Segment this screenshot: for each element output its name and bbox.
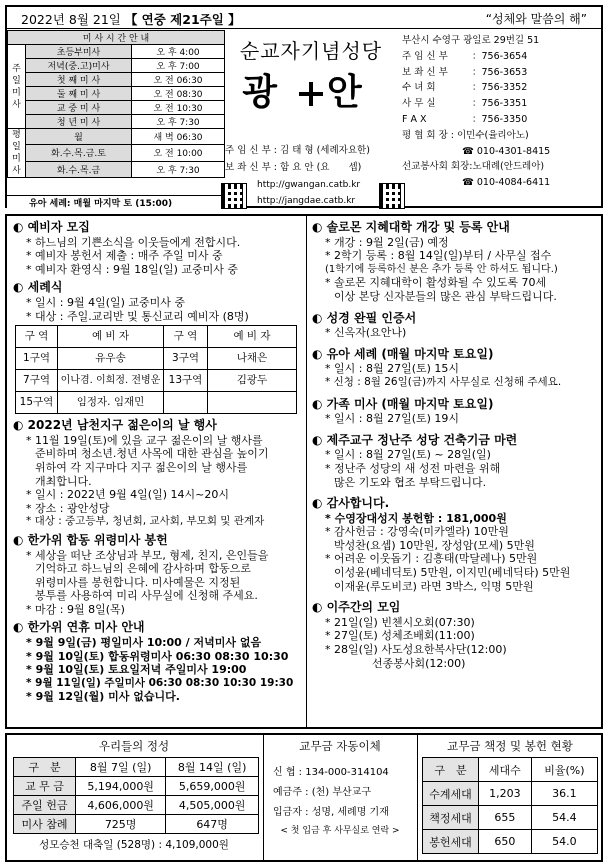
section-line: (1학기에 등록하신 분은 추가 등록 안 하셔도 됩니다.) (325, 263, 558, 275)
offering-table (13, 757, 259, 834)
bulletin-body (5, 214, 603, 729)
footer-divider (417, 735, 418, 860)
section-line: 많은 기도와 협조 부탁드립니다. (334, 475, 487, 489)
section-line: * 하느님의 기쁜소식을 이웃들에게 전합시다. (26, 235, 241, 249)
schedule-time: 새 벽 06:30 (132, 129, 225, 145)
section-line: 봉투를 사용하여 미리 사무실에 신청해 주세요. (35, 589, 258, 603)
website-link-gwangan[interactable]: http://gwangan.catb.kr (257, 180, 361, 190)
schedule-time: 오 후 7:30 (132, 161, 225, 177)
section-line: * 대상 : 주일.교리반 및 통신교리 예비자 (8명) (26, 309, 249, 323)
section-line: * 어려운 이웃돕기 : 김흥태(막달레나) 5만원 (325, 552, 538, 566)
section-line: * 27일(토) 성체조배회(11:00) (325, 629, 475, 643)
clergy-list (225, 142, 370, 176)
section-line: * 신옥자(요안나) (325, 326, 407, 340)
section-line: 위령미사를 봉헌합니다. 미사예물은 지정된 (35, 575, 241, 589)
baptism-table (15, 325, 297, 414)
column-divider (306, 216, 307, 727)
section-line: 이재윤(루도비코) 라면 3박스, 익명 5만원 (334, 579, 534, 593)
schedule-title: 미 사 시 간 안 내 (8, 31, 225, 45)
table-row: 책정세대 655 54.4 (423, 806, 598, 830)
schedule-name: 청 년 미 사 (26, 115, 132, 129)
section-line: * 예비자 환영식 : 9월 18일(일) 교중미사 중 (26, 262, 239, 276)
schedule-name: 교 중 미 사 (26, 101, 132, 115)
section-line: 이상 본당 신자분들의 많은 관심 부탁드립니다. (334, 289, 557, 303)
section-line: 이성윤(베네딕토) 5만원, 이지민(베네딕타) 5만원 (334, 566, 571, 580)
section-line: * 9월 10일(토) 합동위령미사 06:30 08:30 10:30 (26, 649, 289, 663)
pledge-stats-table (422, 757, 598, 854)
mass-schedule-table (7, 30, 225, 178)
section-title: ◐ 한가위 합동 위령미사 봉헌 (13, 534, 303, 548)
table-row: 수계세대 1,203 36.1 (423, 782, 598, 806)
council-phone: ☎ 010-4301-8415 (462, 145, 551, 157)
section-line: * 대상 : 중고등부, 청년회, 교사회, 부모회 및 관계자 (26, 515, 265, 528)
section-line: 위하여 각 지구마다 지구 젊은이의 날 행사를 (35, 460, 248, 474)
schedule-name: 월 (26, 129, 132, 145)
social-president: 선교봉사회 회장:노대례(안드레아) (402, 161, 545, 173)
section-line: * 세상을 떠난 조상님과 부모, 형제, 친지, 은인들을 (26, 548, 269, 562)
schedule-name: 둘 째 미 사 (26, 87, 132, 101)
section-line: * 정난주 성당의 새 성전 마련을 위해 (325, 461, 501, 475)
section-line: * 감사헌금 : 강영숙(미카엘라) 10만원 (325, 525, 509, 539)
section-title: ◐ 성경 완필 인증서 (312, 312, 600, 326)
schedule-time: 오 전 08:30 (132, 87, 225, 101)
infant-baptism-note: 유아 세례: 매월 마지막 토 (15:00) (7, 195, 225, 208)
auto-transfer-details (265, 763, 415, 823)
website-link-jangdae[interactable]: http://jangdae.catb.kr (257, 196, 356, 206)
social-phone: ☎ 010-4084-6411 (462, 177, 551, 189)
contact-row: 주 임 신 부 ：756-3654 (402, 50, 528, 62)
section-line: * 수영장대성지 봉헌함 : 181,000원 (325, 511, 507, 525)
table-row: 교 무 금 5,194,000원 5,659,000원 (14, 777, 259, 796)
bank-account: 신 협 : 134-000-314104 (273, 767, 389, 778)
pledge-stats-panel (419, 735, 601, 854)
section-line: * 21일(일) 빈첸시오회(07:30) (325, 615, 475, 629)
section-line: * 마감 : 9월 8일(목) (26, 602, 125, 616)
table-row: 1구역 유우송 3구역 나채은 (16, 348, 297, 370)
contact-row: 사 무 실 ：756-3351 (402, 98, 528, 110)
schedule-name: 저녁(중.고)미사 (26, 59, 132, 73)
section-line: * 9월 9일(금) 평일미사 10:00 / 저녁미사 없음 (26, 636, 262, 650)
contact-row: F A X ：756-3350 (402, 113, 528, 125)
table-header-row: 구 역 예 비 자 구 역 예 비 자 (16, 326, 297, 348)
section-title: ◐ 한가위 연휴 미사 안내 (13, 621, 303, 635)
section-line: 개최합니다. (35, 474, 92, 488)
section-line: * 2학기 등록 : 8월 14일(일)부터 / 사무실 접수 (325, 249, 552, 263)
table-header-row: 구 분 8월 7일 (일) 8월 14일 (일) (14, 758, 259, 777)
section-title: ◐ 2022년 남천지구 젊은이의 날 행사 (13, 419, 303, 433)
section-title: ◐ 예비자 모집 (13, 221, 303, 235)
table-row: 15구역 임정자. 임재민 (16, 392, 297, 414)
schedule-time: 오 전 10:00 (132, 145, 225, 161)
right-column (312, 216, 600, 670)
section-line: * 28일(일) 사도성요한복사단(12:00) (325, 643, 507, 657)
section-title: ◐ 세례식 (13, 281, 303, 295)
section-line: 준비하며 청소년.청년 사목에 대한 관심을 높이기 (35, 447, 269, 461)
section-line: * 개강 : 9월 2일(금) 예정 (325, 235, 449, 249)
footer-divider (263, 735, 264, 860)
offering-panel (7, 735, 261, 852)
council-president: 평 협 회 장 : 이민수(율리아노) (402, 129, 529, 141)
weekday-label: 평일미사 (8, 129, 26, 178)
schedule-name: 첫 째 미 사 (26, 73, 132, 87)
depositor-note: 입금자 : 성명, 세례명 기재 (273, 807, 389, 818)
table-row: 주일 헌금 4,606,000원 4,505,000원 (14, 796, 259, 815)
schedule-name: 초등부미사 (26, 45, 132, 59)
section-title: ◐ 제주교구 정난주 성당 건축기금 마련 (312, 434, 600, 448)
section-line: * 장소 : 광안성당 (26, 501, 110, 515)
website-links (257, 177, 360, 209)
section-title: ◐ 감사합니다. (312, 497, 600, 511)
schedule-time: 오 전 10:30 (132, 101, 225, 115)
section-line: 기억하고 하느님의 은혜에 감사하며 합동으로 (35, 562, 251, 576)
bulletin-motto: “성체와 말씀의 해” (485, 12, 587, 26)
contact-note: < 첫 입금 후 사무실로 연락 > (280, 826, 400, 836)
schedule-time: 오 후 7:00 (132, 59, 225, 73)
section-line: * 예비자 봉헌서 제출 : 매주 주일 미사 중 (26, 249, 223, 263)
table-row: 미사 참례 725명 647명 (14, 815, 259, 834)
assumption-offering-note: 성모승천 대축일 (528명) : 4,109,000원 (39, 839, 229, 851)
section-title: ◐ 가족 미사 (매월 마지막 토요일) (312, 398, 600, 412)
table-row: 7구역 이나겸. 이희정. 전병운 13구역 김광두 (16, 370, 297, 392)
section-line: * 일시 : 9월 4일(일) 교중미사 중 (26, 295, 186, 309)
church-name-block (225, 31, 397, 115)
contact-row: 보 좌 신 부 ：756-3653 (402, 66, 528, 78)
pastor-name: 주 임 신 부 : 김 태 형 (세례자요한) (225, 145, 370, 156)
assistant-priest-name: 보 좌 신 부 : 함 요 안 (요 셉) (225, 162, 362, 173)
table-header-row: 구 분 세대수 비율(%) (423, 758, 598, 782)
schedule-time: 오 후 7:30 (132, 115, 225, 129)
bulletin-footer (5, 733, 603, 862)
contact-row: 수 녀 회 ：756-3352 (402, 82, 528, 94)
qr-code-icon (221, 183, 247, 209)
church-title: 광 안 (242, 72, 380, 113)
left-column (13, 216, 303, 704)
contact-info (402, 31, 602, 191)
section-line: * 9월 11일(일) 주일미사 06:30 08:30 10:30 19:30 (26, 676, 294, 689)
section-line: 선종봉사회(12:00) (372, 656, 466, 670)
church-address: 부산시 수영구 광일로 29번길 51 (402, 35, 540, 46)
auto-transfer-title: 교무금 자동이체 (299, 739, 381, 753)
account-holder: 예금주 : (천) 부산교구 (273, 787, 371, 798)
bulletin-date: 2022년 8월 21일 【 연중 제21주일 】 (21, 12, 241, 27)
section-title: ◐ 이주간의 모임 (312, 601, 600, 615)
section-title: ◐ 유아 세례 (매월 마지막 토요일) (312, 348, 600, 362)
section-line: * 일시 : 2022년 9월 4일(일) 14시~20시 (26, 488, 229, 502)
section-line: * 솔로몬 지혜대학이 활성화될 수 있도록 70세 (325, 276, 547, 290)
offering-title: 우리들의 정성 (98, 739, 170, 753)
auto-transfer-panel (265, 735, 415, 836)
bulletin-header (5, 5, 603, 208)
sunday-label: 주일미사 (8, 45, 26, 129)
cross-icon (299, 82, 323, 106)
table-row: 봉헌세대 650 54.0 (423, 830, 598, 854)
section-line: * 9월 12일(월) 미사 없습니다. (26, 690, 180, 704)
church-subtitle: 순교자기념성당 (239, 39, 383, 63)
section-line: * 일시 : 8월 27일(토) 15시 (325, 362, 460, 376)
section-line: 박성찬(요셉) 10만원, 장성암(모세) 5만원 (334, 538, 535, 552)
pledge-stats-title: 교무금 책정 및 봉헌 현황 (447, 739, 573, 753)
schedule-time: 오 후 4:00 (132, 45, 225, 59)
schedule-name: 화.수.목.금 (26, 161, 132, 177)
section-line: * 11월 19일(토)에 있을 교구 젊은이의 날 행사를 (26, 433, 263, 447)
header-topline (7, 7, 601, 29)
section-line: * 일시 : 8월 27일(토) 19시 (325, 412, 460, 426)
schedule-name: 화.수.목.금.토 (26, 145, 132, 161)
section-title: ◐ 솔로몬 지혜대학 개강 및 등록 안내 (312, 221, 600, 235)
section-line: * 신청 : 8월 26일(금)까지 사무실로 신청해 주세요. (325, 375, 562, 388)
section-line: * 9월 10일(토) 토요일저녁 주일미사 19:00 (26, 663, 247, 677)
section-line: * 일시 : 8월 27일(토) ~ 28일(일) (325, 448, 491, 462)
schedule-time: 오 전 06:30 (132, 73, 225, 87)
